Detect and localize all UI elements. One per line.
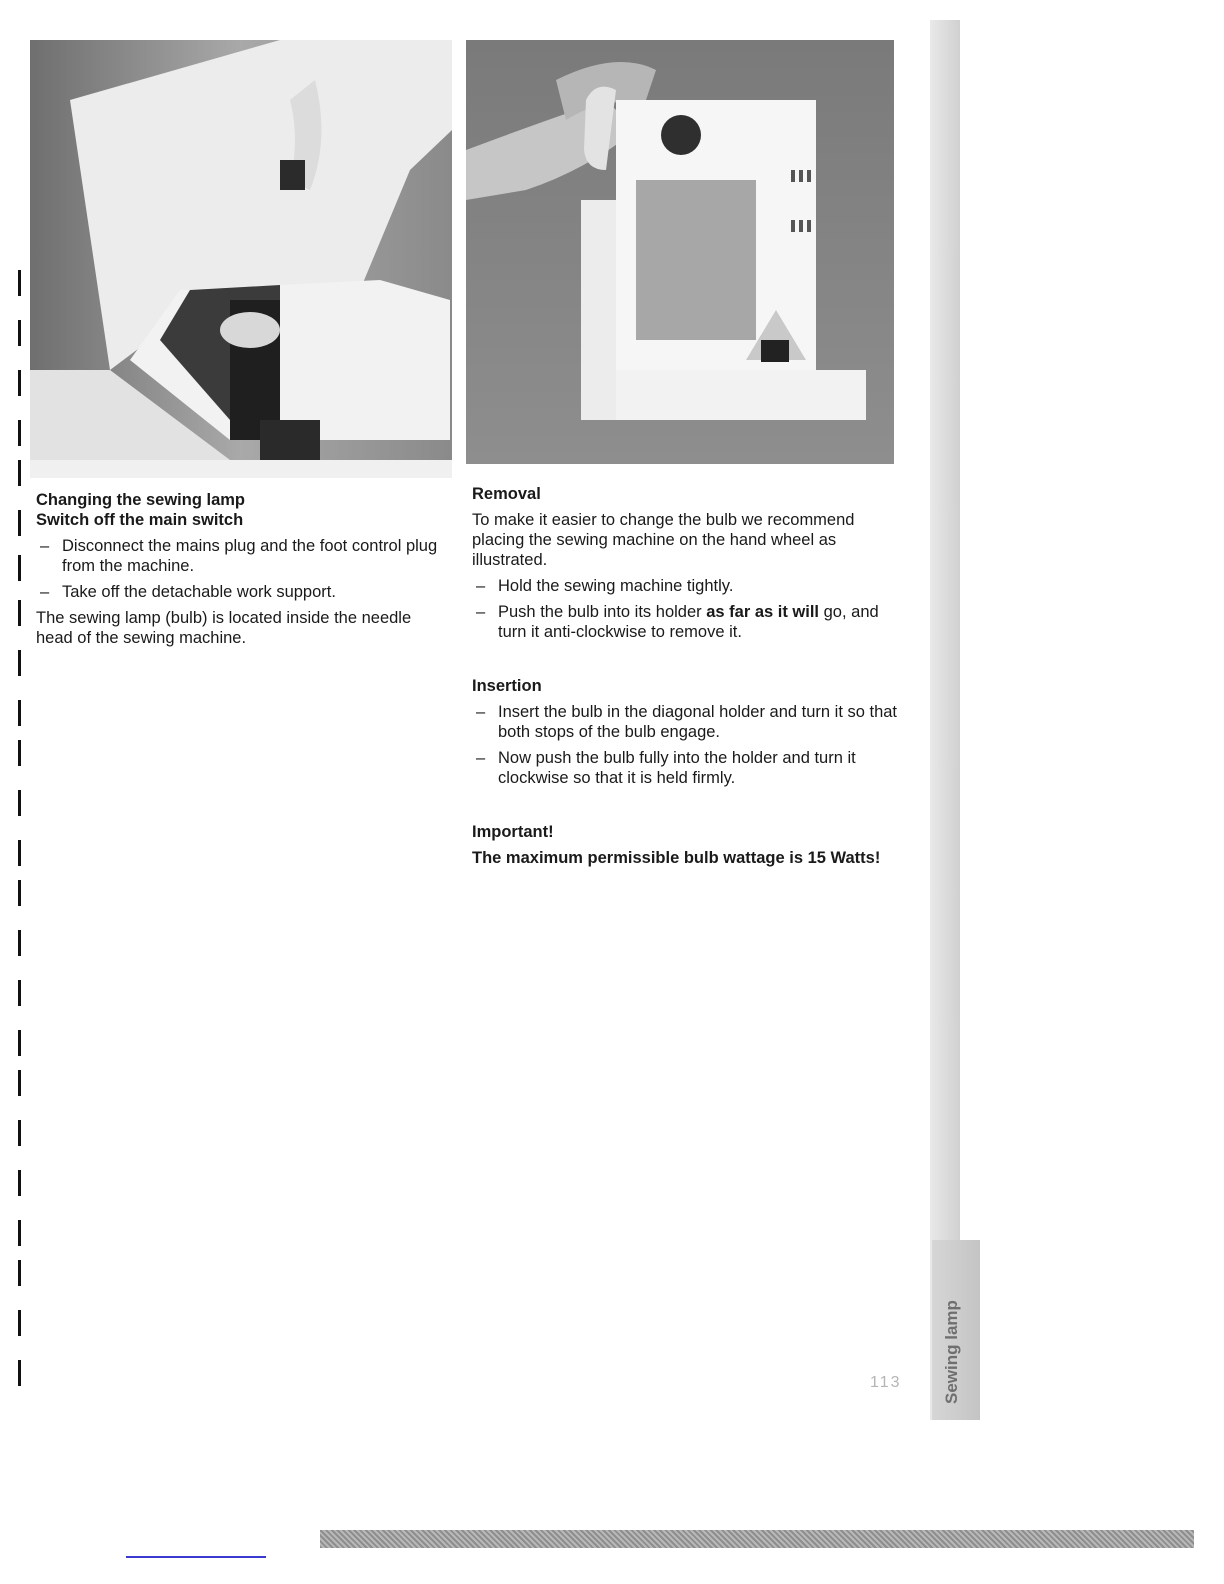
removal-steps — [472, 576, 902, 642]
photo-needle-head — [30, 40, 452, 478]
bottom-rule — [126, 1556, 266, 1558]
change-bars — [14, 270, 26, 1420]
insertion-steps — [472, 702, 902, 788]
removal-intro: To make it easier to change the bulb we recommend placing the sewing machine on the hand wheel as illustrated. — [472, 511, 855, 569]
list-item: – Take off the detachable work support. — [36, 582, 446, 602]
list-item: – Insert the bulb in the diagonal holder and turn it so that both stops of the bulb engage. — [472, 702, 902, 742]
preparation-steps — [36, 536, 446, 602]
list-item: – Now push the bulb fully into the holder and turn it clockwise so that it is held firmly. — [472, 748, 902, 788]
list-item: – Disconnect the mains plug and the foot control plug from the machine. — [36, 536, 446, 576]
right-column — [472, 484, 902, 868]
removal-heading: Removal — [472, 485, 541, 503]
important-warning: The maximum permissible bulb wattage is 15 Watts! — [472, 849, 881, 867]
page-number: 113 — [870, 1374, 902, 1391]
section-tab-label: Sewing lamp — [942, 1300, 961, 1404]
removal-step-text: Push the bulb into its holder — [498, 603, 707, 621]
important-heading: Important! — [472, 823, 554, 841]
lamp-location-paragraph: The sewing lamp (bulb) is located inside the needle head of the sewing machine. — [36, 609, 412, 647]
removal-step-emphasis: as far as it will — [706, 603, 820, 621]
removal-step-text-end: go, and turn it anti-clockwise to remove it. — [498, 603, 879, 641]
photo-bulb-removal — [466, 40, 894, 464]
section-title: Changing the sewing lamp — [36, 491, 246, 509]
left-column — [36, 490, 446, 648]
scan-edge-strip — [320, 1530, 1194, 1548]
list-item — [472, 602, 902, 642]
insertion-heading: Insertion — [472, 677, 542, 695]
subheading-switch-off: Switch off the main switch — [36, 511, 244, 529]
page-edge-shading — [930, 20, 960, 1420]
list-item: – Hold the sewing machine tightly. — [472, 576, 902, 596]
